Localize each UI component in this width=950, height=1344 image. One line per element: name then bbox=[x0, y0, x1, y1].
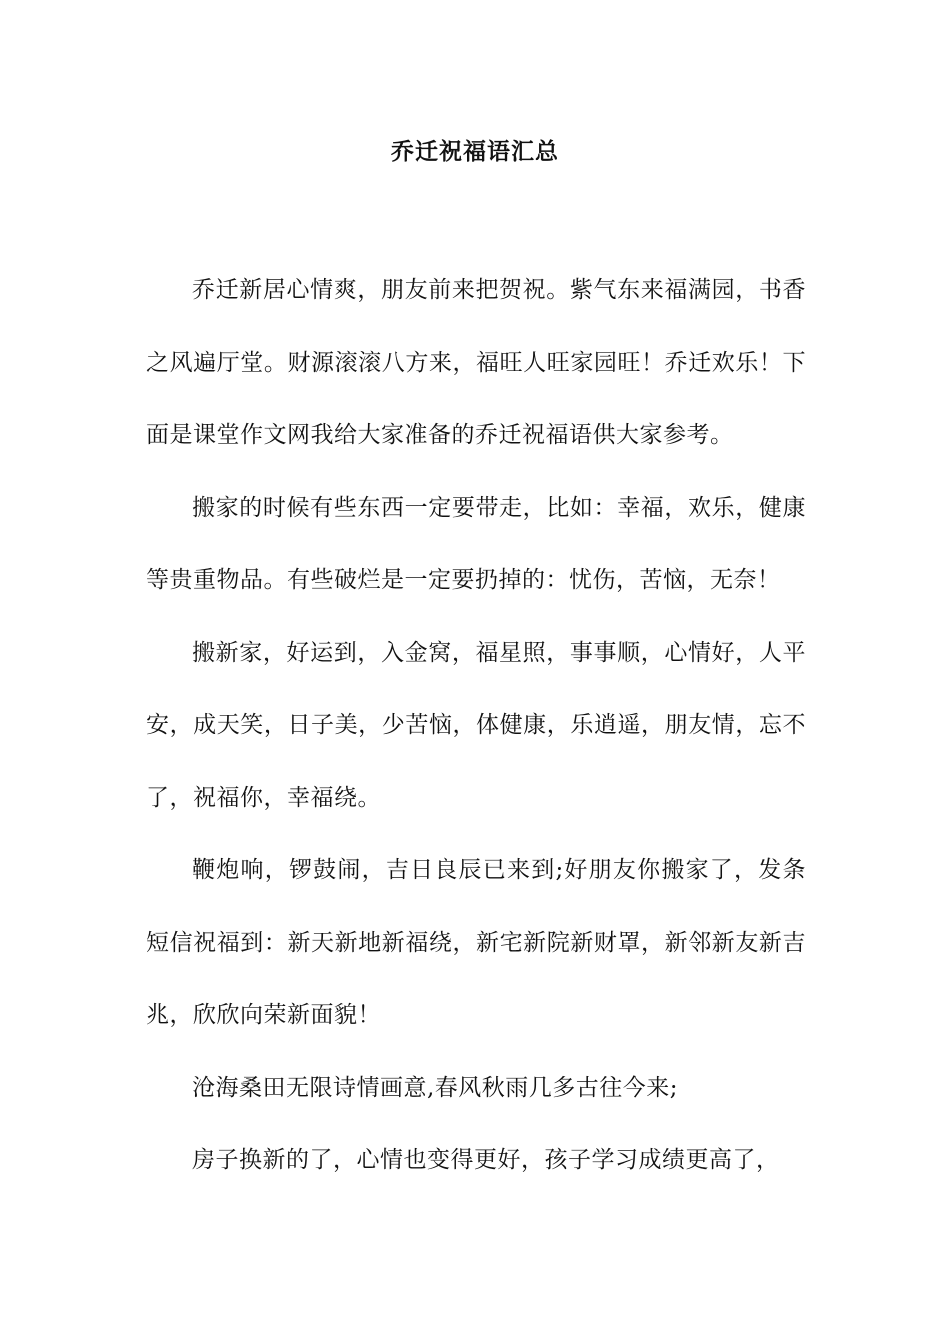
paragraph: 搬家的时候有些东西一定要带走，比如：幸福，欢乐，健康等贵重物品。有些破烂是一定要扔掉的：忧伤，苦恼，无奈！ bbox=[146, 494, 806, 593]
paragraph: 沧海桑田无限诗情画意,春风秋雨几多古往今来; bbox=[192, 1074, 679, 1101]
paragraph: 乔迁新居心情爽，朋友前来把贺祝。紫气东来福满园，书香之风遍厅堂。财源滚滚八方来，福旺人旺家园旺！乔迁欢乐！下面是课堂作文网我给大家准备的乔迁祝福语供大家参考。 bbox=[146, 277, 806, 448]
paragraph: 搬新家，好运到，入金窝，福星照，事事顺，心情好，人平安，成天笑，日子美，少苦恼，体健康，乐逍遥，朋友情，忘不了，祝福你，幸福绕。 bbox=[146, 639, 806, 811]
paragraph: 鞭炮响，锣鼓闹，吉日良辰已来到;好朋友你搬家了，发条短信祝福到：新天新地新福绕，新宅新院新财罩，新邻新友新吉兆，欣欣向荣新面貌！ bbox=[146, 857, 806, 1028]
paragraph: 房子换新的了，心情也变得更好，孩子学习成绩更高了， bbox=[192, 1147, 780, 1173]
document-body bbox=[146, 254, 806, 1197]
document-title: 乔迁祝福语汇总 bbox=[391, 138, 559, 165]
